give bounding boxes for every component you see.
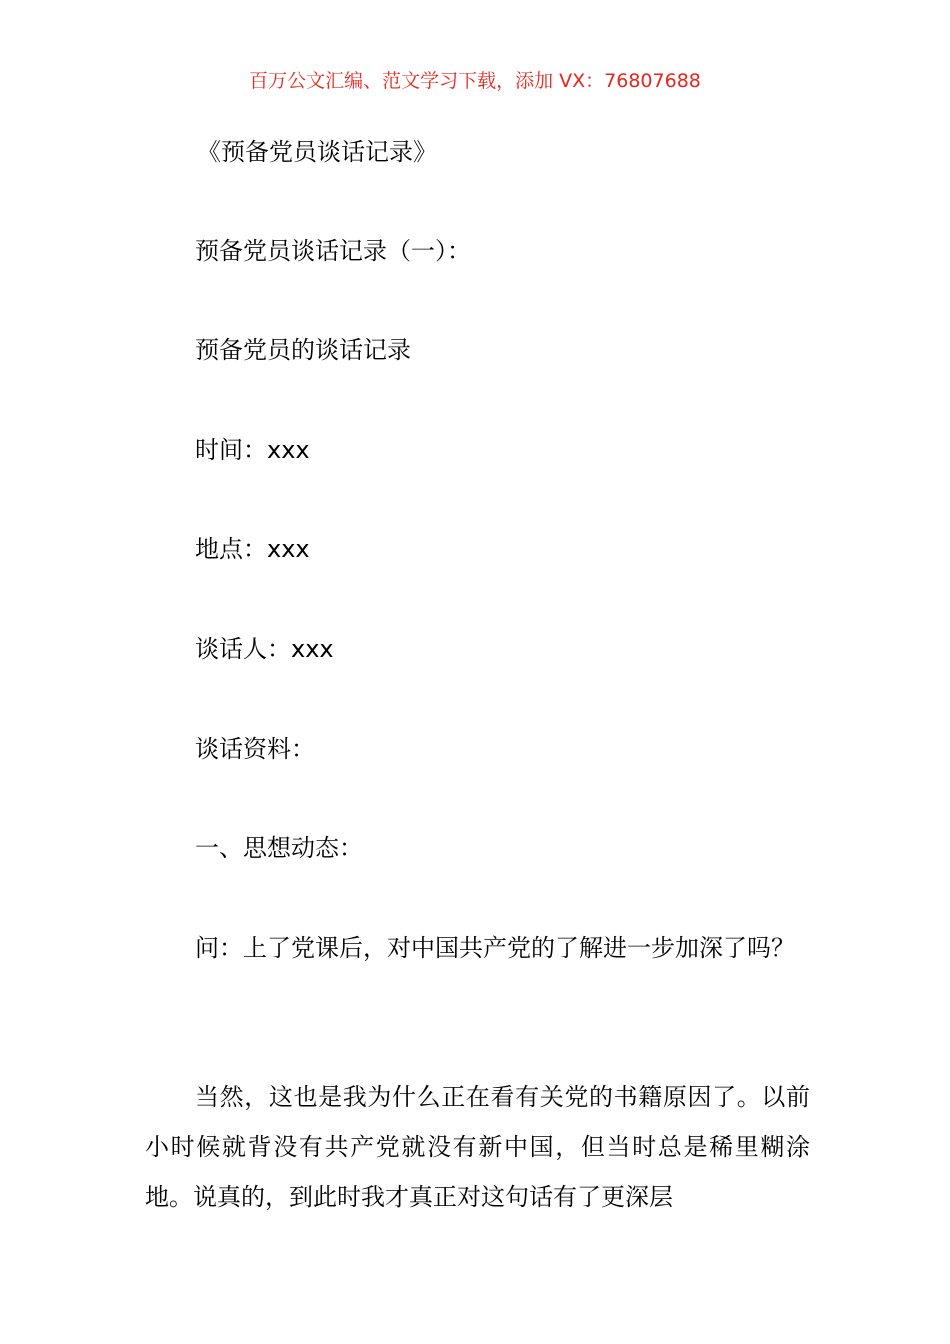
document-subtitle: 预备党员谈话记录（一）： [195,237,471,265]
section-heading-thoughts: 一、思想动态： [195,834,363,862]
document-heading: 预备党员的谈话记录 [195,336,411,364]
speaker-line: 谈话人：xxx [195,635,334,663]
place-line: 地点：xxx [195,535,310,563]
question-paragraph: 问：上了党课后，对中国共产党的了解进一步加深了吗？ [195,934,795,962]
content-label: 谈话资料： [195,735,315,763]
watermark-header: 百万公文汇编、范文学习下载，添加 VX：76807688 [249,70,701,92]
time-line: 时间：xxx [195,436,310,464]
document-title: 《预备党员谈话记录》 [197,138,437,166]
answer-paragraph: 当然，这也是我为什么正在看有关党的书籍原因了。以前小时候就背没有共产党就没有新中国，但当时总是稀里糊涂地。说真的，到此时我才真正对这句话有了更深层 [145,1083,810,1211]
